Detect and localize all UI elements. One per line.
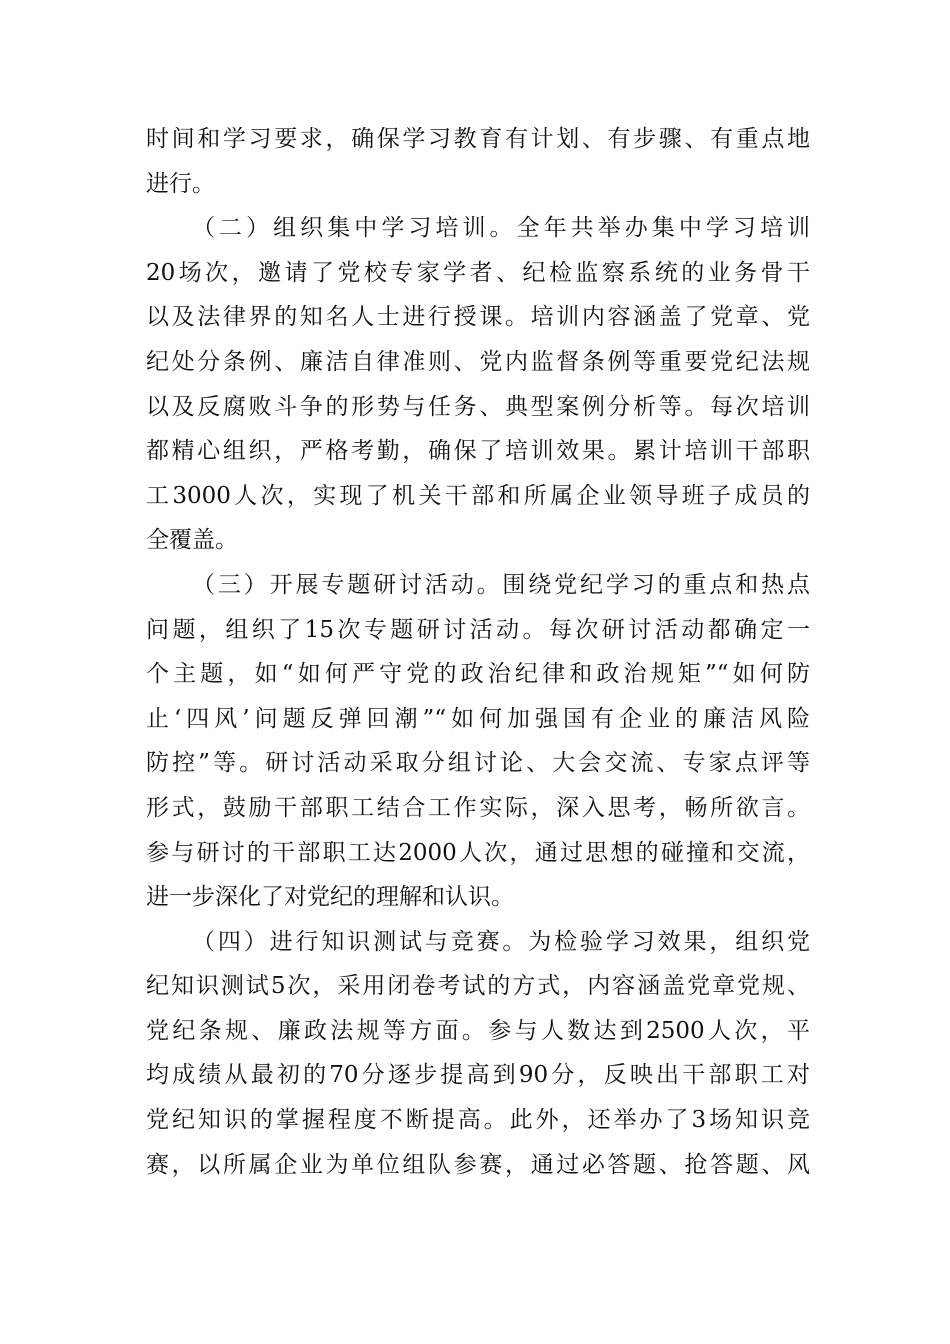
text-line: 赛，以所属企业为单位组队参赛，通过必答题、抢答题、风 xyxy=(146,1151,810,1178)
text-line: 时间和学习要求，确保学习教育有计划、有步骤、有重点地 xyxy=(146,126,810,152)
text-line: （二）组织集中学习培训。全年共举办集中学习培训 xyxy=(192,215,810,242)
text-line: 均成绩从最初的70分逐步提高到90分，反映出干部职工对 xyxy=(146,1062,810,1089)
text-line: 问题，组织了15次专题研讨活动。每次研讨活动都确定一 xyxy=(146,616,810,643)
paragraph-continuation xyxy=(146,117,810,206)
text-line: 进一步深化了对党纪的理解和认识。 xyxy=(146,884,514,911)
text-line: 都精心组织，严格考勤，确保了培训效果。累计培训干部职 xyxy=(146,438,810,465)
text-line: 全覆盖。 xyxy=(146,527,238,554)
text-line: 以及反腐败斗争的形势与任务、典型案例分析等。每次培训 xyxy=(146,393,810,420)
body-text xyxy=(146,117,810,1187)
text-line: 止‘四风’问题反弹回潮”“如何加强国有企业的廉洁风险 xyxy=(146,705,810,732)
text-line: 党纪知识的掌握程度不断提高。此外，还举办了3场知识竞 xyxy=(146,1107,810,1134)
text-line: （四）进行知识测试与竞赛。为检验学习效果，组织党 xyxy=(192,928,810,955)
paragraph-seminar xyxy=(146,563,810,920)
paragraph-testing xyxy=(146,920,810,1188)
text-line: 纪处分条例、廉洁自律准则、党内监督条例等重要党纪法规 xyxy=(146,348,810,375)
text-line: 党纪条规、廉政法规等方面。参与人数达到2500人次，平 xyxy=(146,1017,810,1044)
text-line: 参与研讨的干部职工达2000人次，通过思想的碰撞和交流， xyxy=(146,839,810,866)
text-line: 以及法律界的知名人士进行授课。培训内容涵盖了党章、党 xyxy=(146,304,810,331)
text-line: 进行。 xyxy=(146,170,215,197)
paragraph-training xyxy=(146,206,810,563)
text-line: 防控”等。研讨活动采取分组讨论、大会交流、专家点评等 xyxy=(146,750,810,777)
text-line: 工3000人次，实现了机关干部和所属企业领导班子成员的 xyxy=(146,482,810,509)
text-line: 个主题，如“如何严守党的政治纪律和政治规矩”“如何防 xyxy=(146,661,810,688)
text-line: 形式，鼓励干部职工结合工作实际，深入思考，畅所欲言。 xyxy=(146,794,810,821)
text-line: 纪知识测试5次，采用闭卷考试的方式，内容涵盖党章党规、 xyxy=(146,973,810,1000)
text-line: （三）开展专题研讨活动。围绕党纪学习的重点和热点 xyxy=(192,571,810,598)
text-line: 20场次，邀请了党校专家学者、纪检监察系统的业务骨干 xyxy=(146,259,810,286)
